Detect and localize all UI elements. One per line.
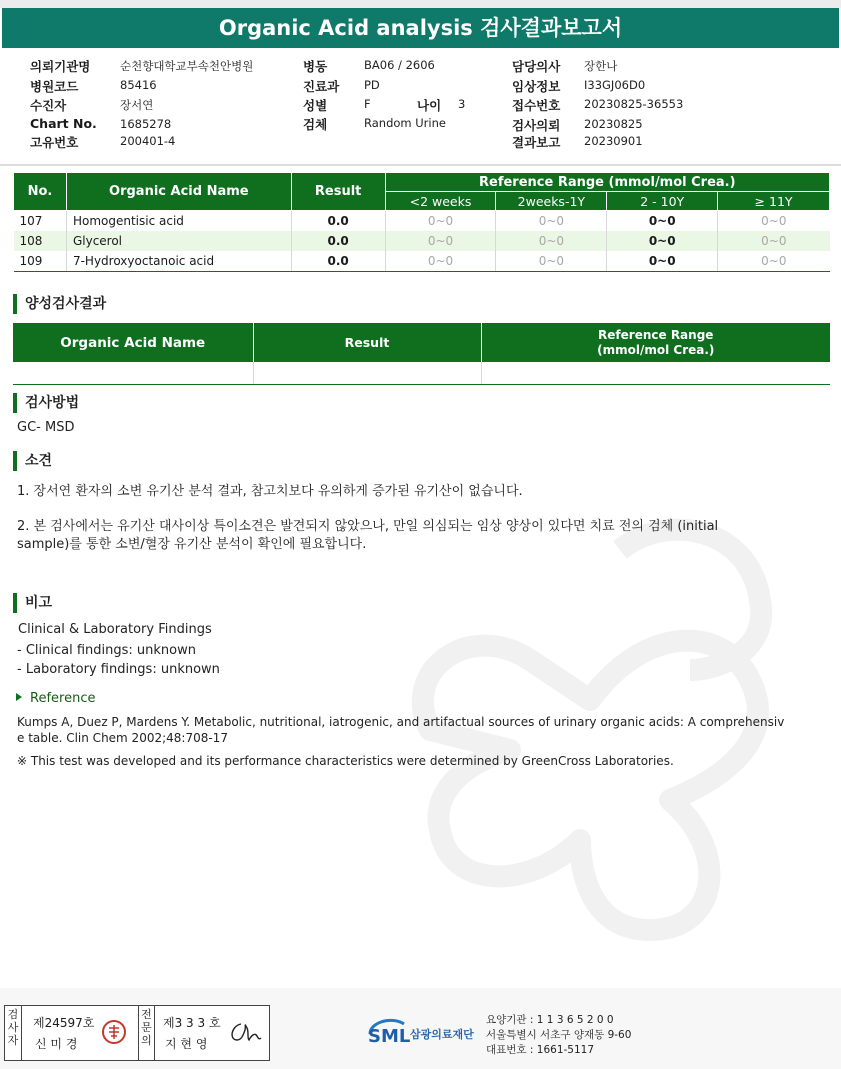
row-name: 7-Hydroxyoctanoic acid (66, 251, 291, 272)
table-row (14, 231, 830, 251)
report-date-value: 20230901 (584, 134, 643, 148)
range-lt2w-header: <2 weeks (385, 192, 496, 211)
reference-line2: e table. Clin Chem 2002;48:708-17 (17, 731, 228, 745)
specialist-number: 제3 3 3 호 (163, 1016, 221, 1030)
remarks-title: 비고 (13, 593, 52, 613)
specialist-name: 지 현 영 (165, 1037, 208, 1051)
positive-range-header (481, 323, 830, 362)
range-ge11y-header: ≥ 11Y (718, 192, 830, 211)
institution-value: 순천향대학교부속천안병원 (120, 59, 254, 73)
no-header: No. (14, 173, 67, 211)
row-r2: 0~0 (496, 211, 607, 232)
patient-info (0, 50, 841, 158)
top-strip (0, 0, 841, 8)
row-name: Homogentisic acid (66, 211, 291, 232)
receipt-value: 20230825-36553 (584, 97, 684, 111)
patient-value: 장서연 (120, 98, 154, 112)
reference-range-header: Reference Range (mmol/mol Crea.) (385, 173, 829, 192)
row-name: Glycerol (66, 231, 291, 251)
row-result: 0.0 (291, 251, 385, 272)
institution-label: 의뢰기관명 (30, 59, 91, 74)
positive-range-line1: Reference Range (598, 327, 714, 342)
row-no: 107 (14, 211, 67, 232)
positive-results-table (13, 323, 830, 385)
method-title: 검사방법 (13, 393, 79, 413)
clinical-findings: - Clinical findings: unknown (17, 643, 196, 658)
hospital-code-value: 85416 (120, 78, 157, 92)
reference-line1: Kumps A, Duez P, Mardens Y. Metabolic, nutritional, iatrogenic, and artifactual sources of urinary organic acids: A comprehensiv (17, 715, 785, 729)
hospital-code-label: 병원코드 (30, 79, 79, 94)
age-value: 3 (458, 97, 466, 111)
lab-address (486, 1013, 631, 1058)
range-2w1y-header: 2weeks-1Y (496, 192, 607, 211)
row-r1: 0~0 (385, 231, 496, 251)
positive-result-header: Result (253, 323, 481, 362)
method-text: GC- MSD (17, 420, 75, 435)
opinion-p1: 1. 장서연 환자의 소변 유기산 분석 결과, 참고치보다 유의하게 증가된 유기산이 없습니다. (17, 484, 523, 499)
opinion-p2-line1: 2. 본 검사에서는 유기산 대사이상 특이소견은 발견되지 않았으나, 만일 의심되는 임상 양상이 있다면 치료 전의 검체 (initial (17, 519, 719, 534)
opinion-title: 소견 (13, 451, 52, 471)
row-r3: 0~0 (607, 211, 718, 232)
examiner-vertical-label: 검사자 (5, 1006, 22, 1060)
doctor-label: 담당의사 (512, 59, 561, 74)
result-header: Result (291, 173, 385, 211)
findings-heading: Clinical & Laboratory Findings (18, 622, 212, 637)
sml-logo-icon (366, 1014, 484, 1048)
doctor-value: 장한나 (584, 59, 618, 73)
empty-cell (253, 362, 481, 385)
signature-box (4, 1005, 270, 1061)
row-r4: 0~0 (761, 214, 787, 228)
specimen-label: 검체 (303, 117, 328, 132)
examiner-number: 제24597호 (33, 1016, 95, 1030)
ward-value: BA06 / 2606 (364, 58, 435, 72)
row-r2: 0~0 (496, 251, 607, 272)
patient-label: 수진자 (30, 98, 67, 113)
phone-line: 대표번호 : 1661-5117 (486, 1044, 595, 1056)
results-table (13, 172, 830, 272)
examiner-name: 신 미 경 (35, 1037, 78, 1051)
positive-results-title: 양성검사결과 (13, 294, 106, 314)
sml-logo (366, 1014, 484, 1052)
sex-label: 성별 (303, 98, 328, 113)
laboratory-findings: - Laboratory findings: unknown (17, 662, 220, 677)
unique-label: 고유번호 (30, 135, 79, 150)
specialist-vertical-label: 전문의 (138, 1006, 155, 1060)
empty-cell (481, 362, 830, 385)
triangle-bullet-icon (16, 693, 22, 701)
table-row (14, 251, 830, 272)
divider (0, 164, 841, 166)
name-header: Organic Acid Name (66, 173, 291, 211)
row-r2: 0~0 (496, 231, 607, 251)
dept-label: 진료과 (303, 79, 340, 94)
range-2-10y-header: 2 - 10Y (607, 192, 718, 211)
lab-note: ※ This test was developed and its performance characteristics were determined by GreenCross Laboratories. (17, 754, 674, 768)
age-label: 나이 (417, 98, 442, 113)
reference-title: Reference (30, 691, 96, 706)
clinical-info-label: 임상정보 (512, 79, 561, 94)
report-title: Organic Acid analysis 검사결과보고서 (2, 8, 839, 48)
specialist-signature-icon (227, 1018, 263, 1048)
row-result: 0.0 (291, 231, 385, 251)
clinical-info-value: I33GJ06D0 (584, 78, 646, 92)
receipt-label: 접수번호 (512, 98, 561, 113)
sml-logo-name: 삼광의료재단 (410, 1028, 474, 1041)
positive-name-header: Organic Acid Name (13, 323, 253, 362)
row-result: 0.0 (291, 211, 385, 232)
specimen-value: Random Urine (364, 116, 446, 130)
row-r4: 0~0 (718, 231, 830, 251)
examiner-seal-icon (101, 1019, 127, 1045)
row-r3: 0~0 (607, 251, 718, 272)
row-r3: 0~0 (607, 231, 718, 251)
ward-label: 병동 (303, 59, 328, 74)
table-row (13, 362, 830, 385)
institution-code: 요양기관 : 1 1 3 6 5 2 0 0 (486, 1014, 614, 1026)
row-r1: 0~0 (385, 251, 496, 272)
report-date-label: 결과보고 (512, 135, 561, 150)
dept-value: PD (364, 78, 380, 92)
table-row (14, 211, 830, 232)
row-no: 109 (14, 251, 67, 272)
positive-range-line2: (mmol/mol Crea.) (597, 342, 715, 357)
request-value: 20230825 (584, 117, 643, 131)
sex-value: F (364, 97, 371, 111)
row-r4: 0~0 (718, 251, 830, 272)
chart-value: 1685278 (120, 117, 172, 131)
row-r1: 0~0 (385, 211, 496, 232)
address-line: 서울특별시 서초구 양재동 9-60 (486, 1029, 632, 1041)
opinion-p2-line2: sample)를 통한 소변/혈장 유기산 분석이 확인에 필요합니다. (17, 537, 367, 552)
chart-label: Chart No. (30, 116, 97, 131)
request-label: 검사의뢰 (512, 118, 561, 133)
unique-value: 200401-4 (120, 134, 176, 148)
empty-cell (13, 362, 253, 385)
sml-logo-mark: SML (368, 1026, 411, 1047)
row-no: 108 (14, 231, 67, 251)
